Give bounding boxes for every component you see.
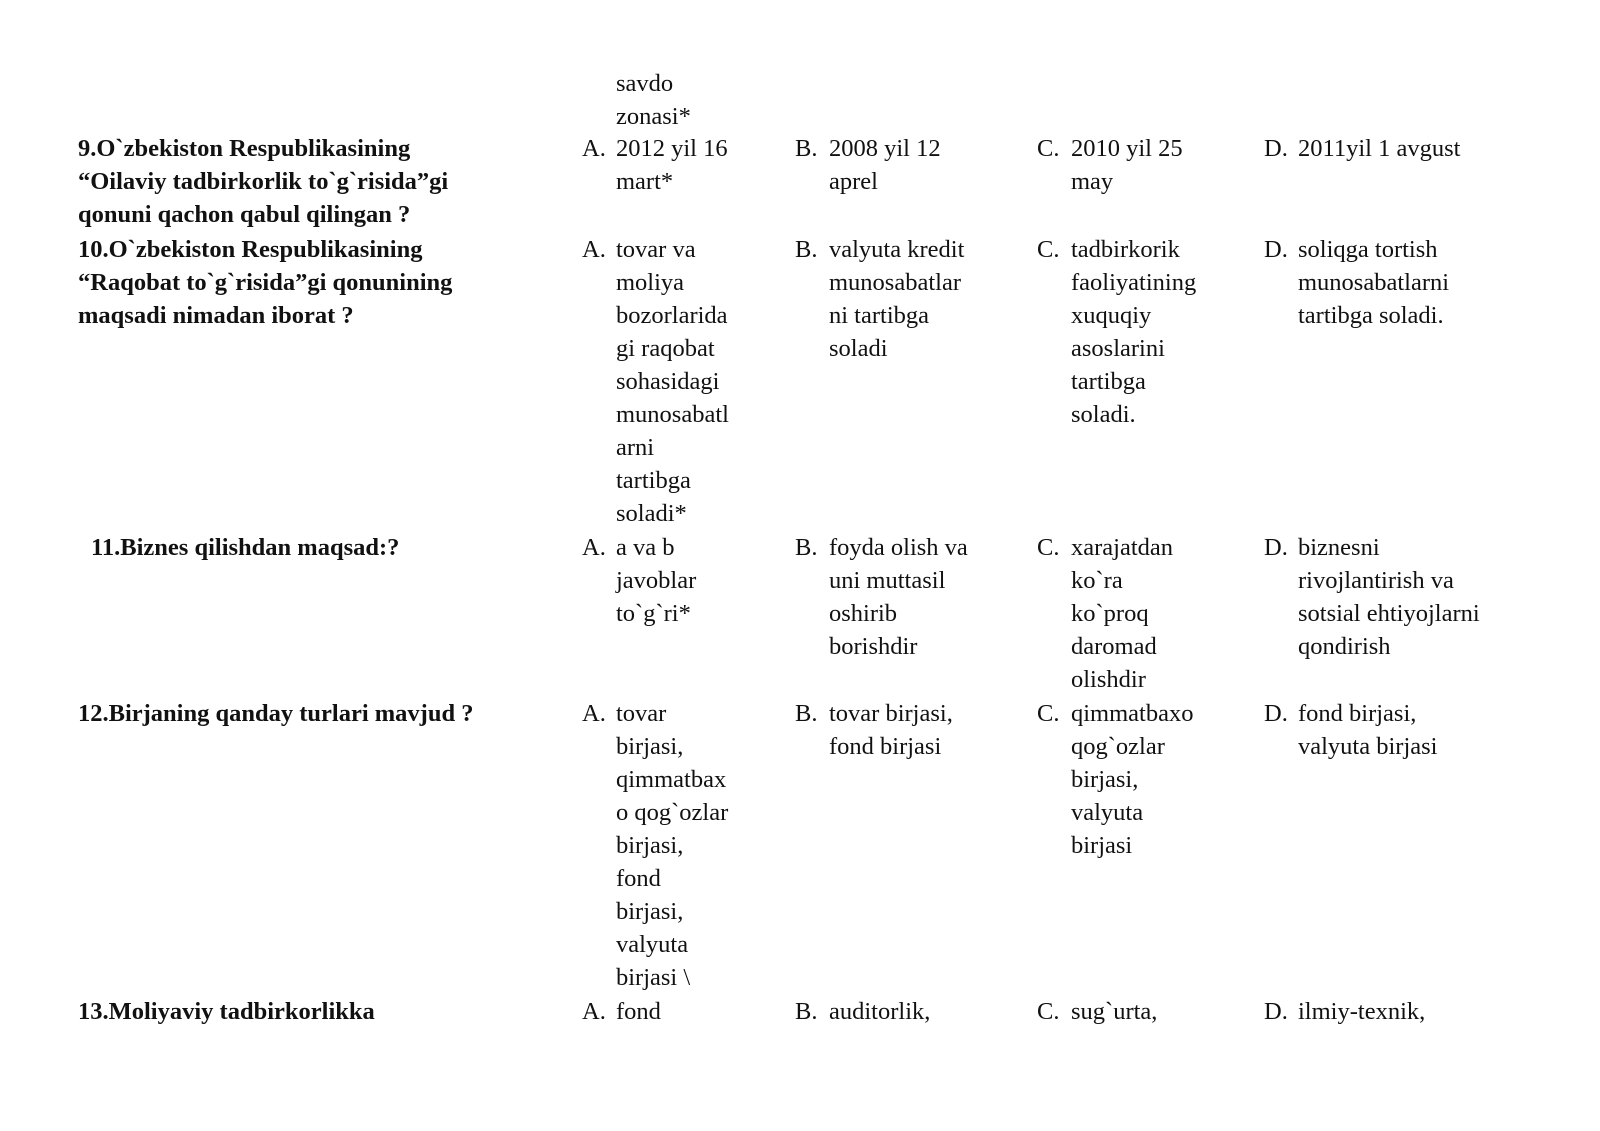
option-line: 2012 yil 16: [616, 135, 728, 162]
option-c: [1037, 531, 1216, 696]
option-letter: B.: [795, 700, 818, 727]
option-line: rivojlantirish va: [1298, 567, 1454, 594]
option-d: [1264, 697, 1528, 763]
option-line: sohasidagi: [616, 368, 720, 395]
option-line: birjasi \: [616, 964, 691, 991]
option-c: [1037, 132, 1216, 198]
option-line: fond birjasi,: [1298, 700, 1417, 727]
option-c: [1037, 995, 1216, 1028]
option-line: sotsial ehtiyojlarni: [1298, 600, 1480, 627]
option-line: fond: [616, 865, 661, 892]
option-line: birjasi,: [1071, 766, 1139, 793]
option-text: [1298, 531, 1528, 663]
option-line: birjasi,: [616, 898, 684, 925]
option-line: tadbirkorik: [1071, 236, 1180, 263]
option-letter: D.: [1264, 534, 1288, 561]
option-line: birjasi,: [616, 733, 684, 760]
option-text: [829, 132, 989, 198]
question-line: “Raqobat to`g`risida”gi qonunining: [78, 269, 453, 296]
continuation-line: savdo: [616, 70, 674, 97]
question-line: qonuni qachon qabul qilingan ?: [78, 201, 411, 228]
option-line: foyda olish va: [829, 534, 968, 561]
option-line: qimmatbaxo: [1071, 700, 1194, 727]
option-line: xarajatdan: [1071, 534, 1174, 561]
option-letter: D.: [1264, 700, 1288, 727]
option-text: [1298, 995, 1528, 1028]
option-line: qondirish: [1298, 633, 1391, 660]
option-line: qog`ozlar: [1071, 733, 1165, 760]
option-line: auditorlik,: [829, 998, 931, 1025]
option-letter: B.: [795, 135, 818, 162]
option-line: sug`urta,: [1071, 998, 1158, 1025]
option-line: fond birjasi: [829, 733, 942, 760]
option-line: bozorlarida: [616, 302, 728, 329]
option-a: [582, 132, 746, 198]
question-text: [78, 132, 548, 231]
option-line: biznesni: [1298, 534, 1380, 561]
option-text: [616, 531, 746, 630]
option-line: ko`ra: [1071, 567, 1123, 594]
option-line: birjasi,: [616, 832, 684, 859]
option-text: [616, 697, 746, 994]
option-letter: C.: [1037, 236, 1060, 263]
option-text: [1298, 233, 1528, 332]
option-line: ko`proq: [1071, 600, 1149, 627]
option-text: [829, 531, 989, 663]
option-line: javoblar: [616, 567, 697, 594]
option-b: [795, 531, 989, 663]
question-text: [91, 531, 561, 564]
question-text: [78, 697, 548, 730]
option-line: fond: [616, 998, 661, 1025]
option-a: [582, 697, 746, 994]
option-line: soladi: [829, 335, 888, 362]
question-line: 12.Birjaning qanday turlari mavjud ?: [78, 700, 474, 727]
option-letter: C.: [1037, 700, 1060, 727]
option-line: valyuta kredit: [829, 236, 965, 263]
option-line: munosabatlarni: [1298, 269, 1450, 296]
option-letter: D.: [1264, 135, 1288, 162]
option-line: ilmiy-texnik,: [1298, 998, 1426, 1025]
option-text: [829, 697, 989, 763]
option-letter: B.: [795, 998, 818, 1025]
question-line: 13.Moliyaviy tadbirkorlikka: [78, 998, 375, 1025]
option-line: borishdir: [829, 633, 918, 660]
continuation-line: zonasi*: [616, 103, 691, 130]
option-a: [582, 233, 746, 530]
option-text: [829, 233, 989, 365]
option-line: qimmatbax: [616, 766, 727, 793]
question-line: 9.O`zbekiston Respublikasining: [78, 135, 411, 162]
option-line: tartibga: [1071, 368, 1146, 395]
option-letter: C.: [1037, 534, 1060, 561]
option-line: 2011yil 1 avgust: [1298, 135, 1461, 162]
option-line: olishdir: [1071, 666, 1146, 693]
option-line: xuquqiy: [1071, 302, 1152, 329]
option-line: aprel: [829, 168, 878, 195]
option-line: tartibga: [616, 467, 691, 494]
question-line: “Oilaviy tadbirkorlik to`g`risida”gi: [78, 168, 449, 195]
option-d: [1264, 531, 1528, 663]
option-letter: A.: [582, 700, 606, 727]
option-text: [1298, 697, 1528, 763]
option-line: ni tartibga: [829, 302, 930, 329]
option-line: 2010 yil 25: [1071, 135, 1183, 162]
option-line: uni muttasil: [829, 567, 946, 594]
question-line: 11.Biznes qilishdan maqsad:?: [91, 534, 400, 561]
question-text: [78, 995, 548, 1028]
option-text: [616, 995, 746, 1028]
option-line: valyuta birjasi: [1298, 733, 1438, 760]
option-c: [1037, 697, 1216, 862]
option-d: [1264, 233, 1528, 332]
option-line: munosabatl: [616, 401, 729, 428]
question-line: 10.O`zbekiston Respublikasining: [78, 236, 423, 263]
option-line: soladi*: [616, 500, 687, 527]
option-line: faoliyatining: [1071, 269, 1197, 296]
option-d: [1264, 995, 1528, 1028]
option-d: [1264, 132, 1528, 165]
option-text: [1071, 531, 1216, 696]
option-line: to`g`ri*: [616, 600, 691, 627]
option-line: 2008 yil 12: [829, 135, 941, 162]
option-line: daromad: [1071, 633, 1157, 660]
option-text: [1071, 995, 1216, 1028]
option-text: [1071, 132, 1216, 198]
option-line: tovar va: [616, 236, 696, 263]
option-b: [795, 233, 989, 365]
option-line: soliqga tortish: [1298, 236, 1438, 263]
option-line: a va b: [616, 534, 675, 561]
option-line: valyuta: [1071, 799, 1144, 826]
option-letter: C.: [1037, 135, 1060, 162]
option-letter: D.: [1264, 236, 1288, 263]
option-letter: B.: [795, 534, 818, 561]
option-letter: C.: [1037, 998, 1060, 1025]
option-text: [1071, 697, 1216, 862]
option-text: [829, 995, 989, 1028]
option-line: tovar birjasi,: [829, 700, 953, 727]
option-text: [616, 132, 746, 198]
option-letter: D.: [1264, 998, 1288, 1025]
option-a: [582, 531, 746, 630]
option-b: [795, 995, 989, 1028]
option-letter: B.: [795, 236, 818, 263]
option-b: [795, 132, 989, 198]
option-line: moliya: [616, 269, 685, 296]
option-line: tartibga soladi.: [1298, 302, 1444, 329]
option-text: [1298, 132, 1528, 165]
option-line: gi raqobat: [616, 335, 715, 362]
option-line: valyuta: [616, 931, 689, 958]
option-line: arni: [616, 434, 655, 461]
option-line: mart*: [616, 168, 674, 195]
previous-answer-continuation: [616, 67, 766, 133]
option-text: [1071, 233, 1216, 431]
question-line: maqsadi nimadan iborat ?: [78, 302, 354, 329]
option-letter: A.: [582, 236, 606, 263]
option-line: o qog`ozlar: [616, 799, 729, 826]
option-text: [616, 233, 746, 530]
option-line: soladi.: [1071, 401, 1136, 428]
option-b: [795, 697, 989, 763]
option-a: [582, 995, 746, 1028]
option-line: may: [1071, 168, 1114, 195]
option-letter: A.: [582, 135, 606, 162]
option-letter: A.: [582, 534, 606, 561]
option-c: [1037, 233, 1216, 431]
question-text: [78, 233, 548, 332]
option-line: birjasi: [1071, 832, 1133, 859]
option-line: munosabatlar: [829, 269, 961, 296]
option-line: asoslarini: [1071, 335, 1165, 362]
option-letter: A.: [582, 998, 606, 1025]
option-line: oshirib: [829, 600, 898, 627]
option-line: tovar: [616, 700, 667, 727]
